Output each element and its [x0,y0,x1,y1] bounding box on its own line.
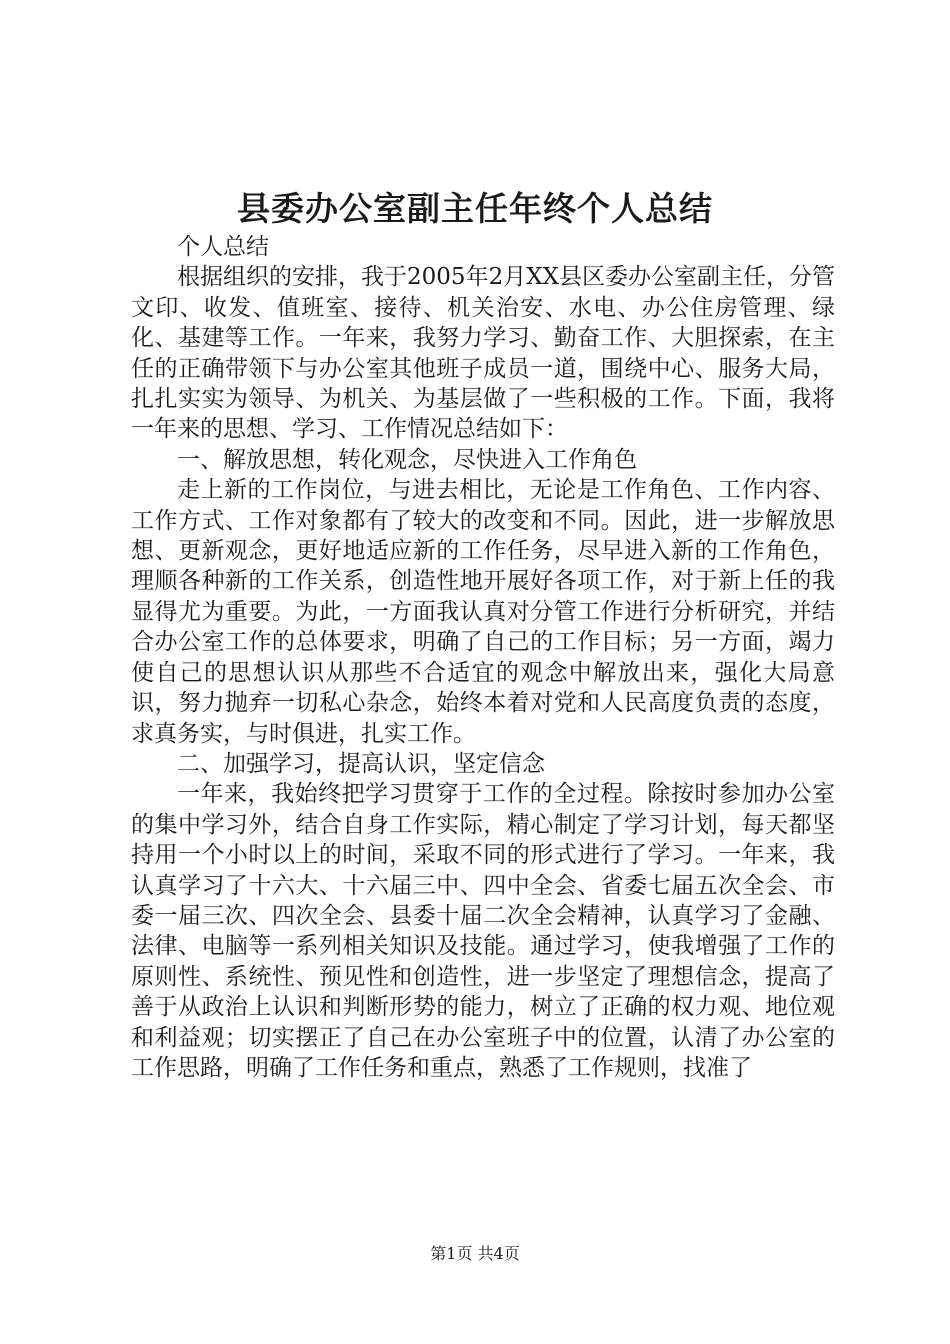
document-body [131,232,835,1083]
paragraph-subtitle: 个人总结 [177,234,269,260]
paragraph-section-2: 一年来，我始终把学习贯穿于工作的全过程。除按时参加办公室的集中学习外，结合自身工作实际，精心制定了学习计划，每天都坚持用一个小时以上的时间，采取不同的形式进行了学习。一年来，我认真学习了十六大、十六届三中、四中全会、省委七届五次全会、市委一届三次、四次全会、县委十届二次全会精神，认真学习了金融、法律、电脑等一系列相关知识及技能。通过学习，使我增强了工作的原则性、系统性、预见性和创造性，进一步坚定了理想信念，提高了善于从政治上认识和判断形势的能力，树立了正确的权力观、地位观和利益观；切实摆正了自己在办公室班子中的位置，认清了办公室的工作思路，明确了工作任务和重点，熟悉了工作规则，找准了 [131,781,835,1081]
paragraph-intro: 根据组织的安排，我于2005年2月XX县区委办公室副主任，分管文印、收发、值班室、接待、机关治安、水电、办公住房管理、绿化、基建等工作。一年来，我努力学习、勤奋工作、大胆探索，在主任的正确带领下与办公室其他班子成员一道，围绕中心、服务大局，扎扎实实为领导、为机关、为基层做了一些积极的工作。下面，我将一年来的思想、学习、工作情况总结如下： [131,264,835,443]
section-heading-1: 一、解放思想，转化观念，尽快进入工作角色 [177,446,637,473]
paragraph-section-1: 走上新的工作岗位，与进去相比，无论是工作角色、工作内容、工作方式、工作对象都有了较大的改变和不同。因此，进一步解放思想、更新观念，更好地适应新的工作任务，尽早进入新的工作角色，理顺各种新的工作关系，创造性地开展好各项工作，对于新上任的我显得尤为重要。为此，一方面我认真对分管工作进行分析研究，并结合办公室工作的总体要求，明确了自己的工作目标；另一方面，竭力使自己的思想认识从那些不合适宜的观念中解放出来，强化大局意识，努力抛弃一切私心杂念，始终本着对党和人民高度负责的态度，求真务实，与时俱进，扎实工作。 [131,477,835,747]
document-title: 县委办公室副主任年终个人总结 [237,189,713,228]
section-heading-2: 二、加强学习，提高认识，坚定信念 [177,750,545,777]
page-footer: 第1页 共4页 [430,1244,520,1263]
